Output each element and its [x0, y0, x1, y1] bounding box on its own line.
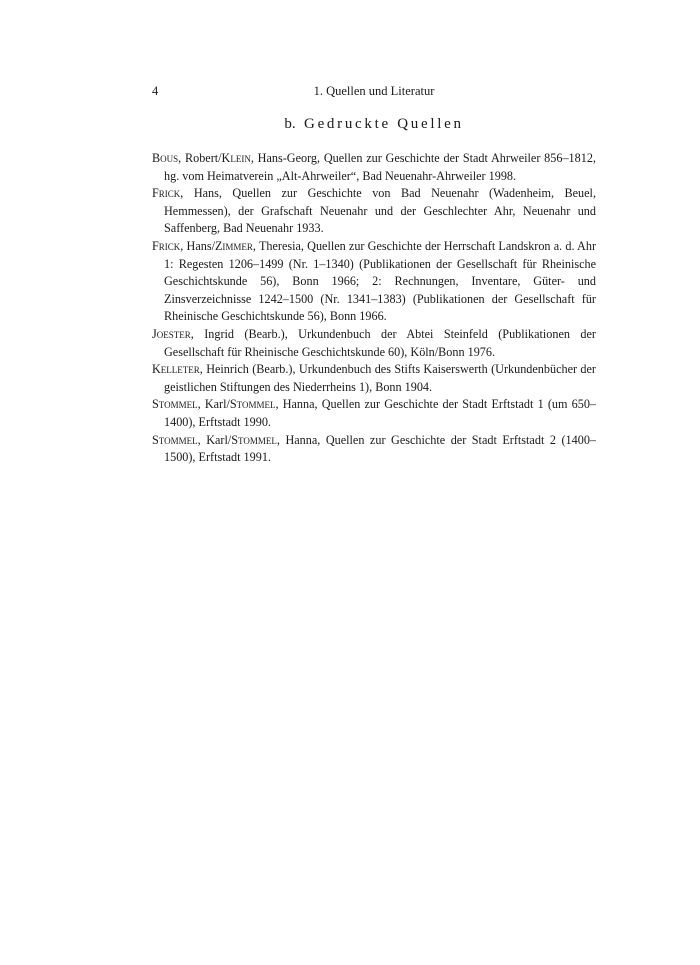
author-surname: Klein [221, 151, 251, 165]
author-surname: Stommel [229, 397, 276, 412]
author-given: , Karl/ [197, 397, 230, 412]
bibliography-list [152, 150, 596, 467]
author-surname: Bous [152, 151, 179, 165]
author-given: , Hans/ [180, 238, 215, 253]
section-label: b. [284, 116, 296, 132]
page-body [152, 84, 596, 467]
page-header [152, 84, 596, 102]
entry-text: , Hanna, Quellen zur Geschichte der Stadt Erftstadt 1 (um 650–1400), Erftstadt 1990. [164, 397, 597, 429]
author-given: , Robert/ [178, 151, 222, 165]
author-given: , Karl/ [197, 432, 232, 447]
author-surname: Stommel [231, 432, 277, 447]
author-surname: Zimmer [214, 238, 253, 253]
bibliography-entry [152, 150, 596, 185]
entry-text: , Hans, Quellen zur Geschichte von Bad Neuenahr (Wadenheim, Beuel, Hemmessen), der Grafschaft Neuenahr und der Geschlechter Ahr, Neuenahr und Saffenberg, Bad Neuenahr 1933. [164, 186, 596, 236]
page-number: 4 [152, 84, 159, 98]
entry-text: , Hans-Georg, Quellen zur Geschichte der Stadt Ahrweiler 856–1812, hg. vom Heimatverein „Alt-Ahrweiler“, Bad Neuenahr-Ahrweiler 1998. [164, 151, 596, 183]
bibliography-entry [152, 185, 596, 238]
bibliography-entry [152, 238, 596, 326]
entry-text: , Hanna, Quellen zur Geschichte der Stadt Erftstadt 2 (1400–1500), Erftstadt 1991. [164, 432, 597, 465]
bibliography-entry [152, 361, 596, 396]
author-surname: Joester [152, 326, 191, 341]
author-surname: Frick [152, 238, 181, 253]
bibliography-entry [152, 432, 596, 467]
entry-text: , Ingrid (Bearb.), Urkundenbuch der Abtei Steinfeld (Publikationen der Gesellschaft für Rheinische Geschichtskunde 60), Köln/Bonn 1976. [164, 326, 596, 359]
section-heading [152, 116, 596, 133]
running-head: 1. Quellen und Literatur [313, 84, 435, 98]
author-surname: Stommel [152, 397, 198, 412]
author-surname: Stommel [152, 432, 198, 447]
section-title: Gedruckte Quellen [304, 116, 464, 132]
bibliography-entry [152, 326, 596, 361]
entry-text: , Heinrich (Bearb.), Urkundenbuch des Stifts Kaiserswerth (Urkundenbücher der geistlichen Stiftungen des Niederrheins 1), Bonn 1904. [164, 362, 596, 394]
entry-text: , Theresia, Quellen zur Geschichte der Herrschaft Landskron a. d. Ahr 1: Regesten 1206–1499 (Nr. 1–1340) (Publikationen der Gesellschaft für Rheinische Geschichtskunde 56), Bonn 1966; 2: Rechnungen, Inventare, Güter- und Zinsverzeichnisse 1242–1500 (Nr. 1341–1383) (Publikationen der Gesellschaft für Rheinische Geschichtskunde 56), Bonn 1966. [164, 238, 596, 324]
bibliography-entry [152, 396, 596, 431]
author-surname: Kelleter [152, 362, 200, 377]
author-surname: Frick [152, 186, 181, 201]
